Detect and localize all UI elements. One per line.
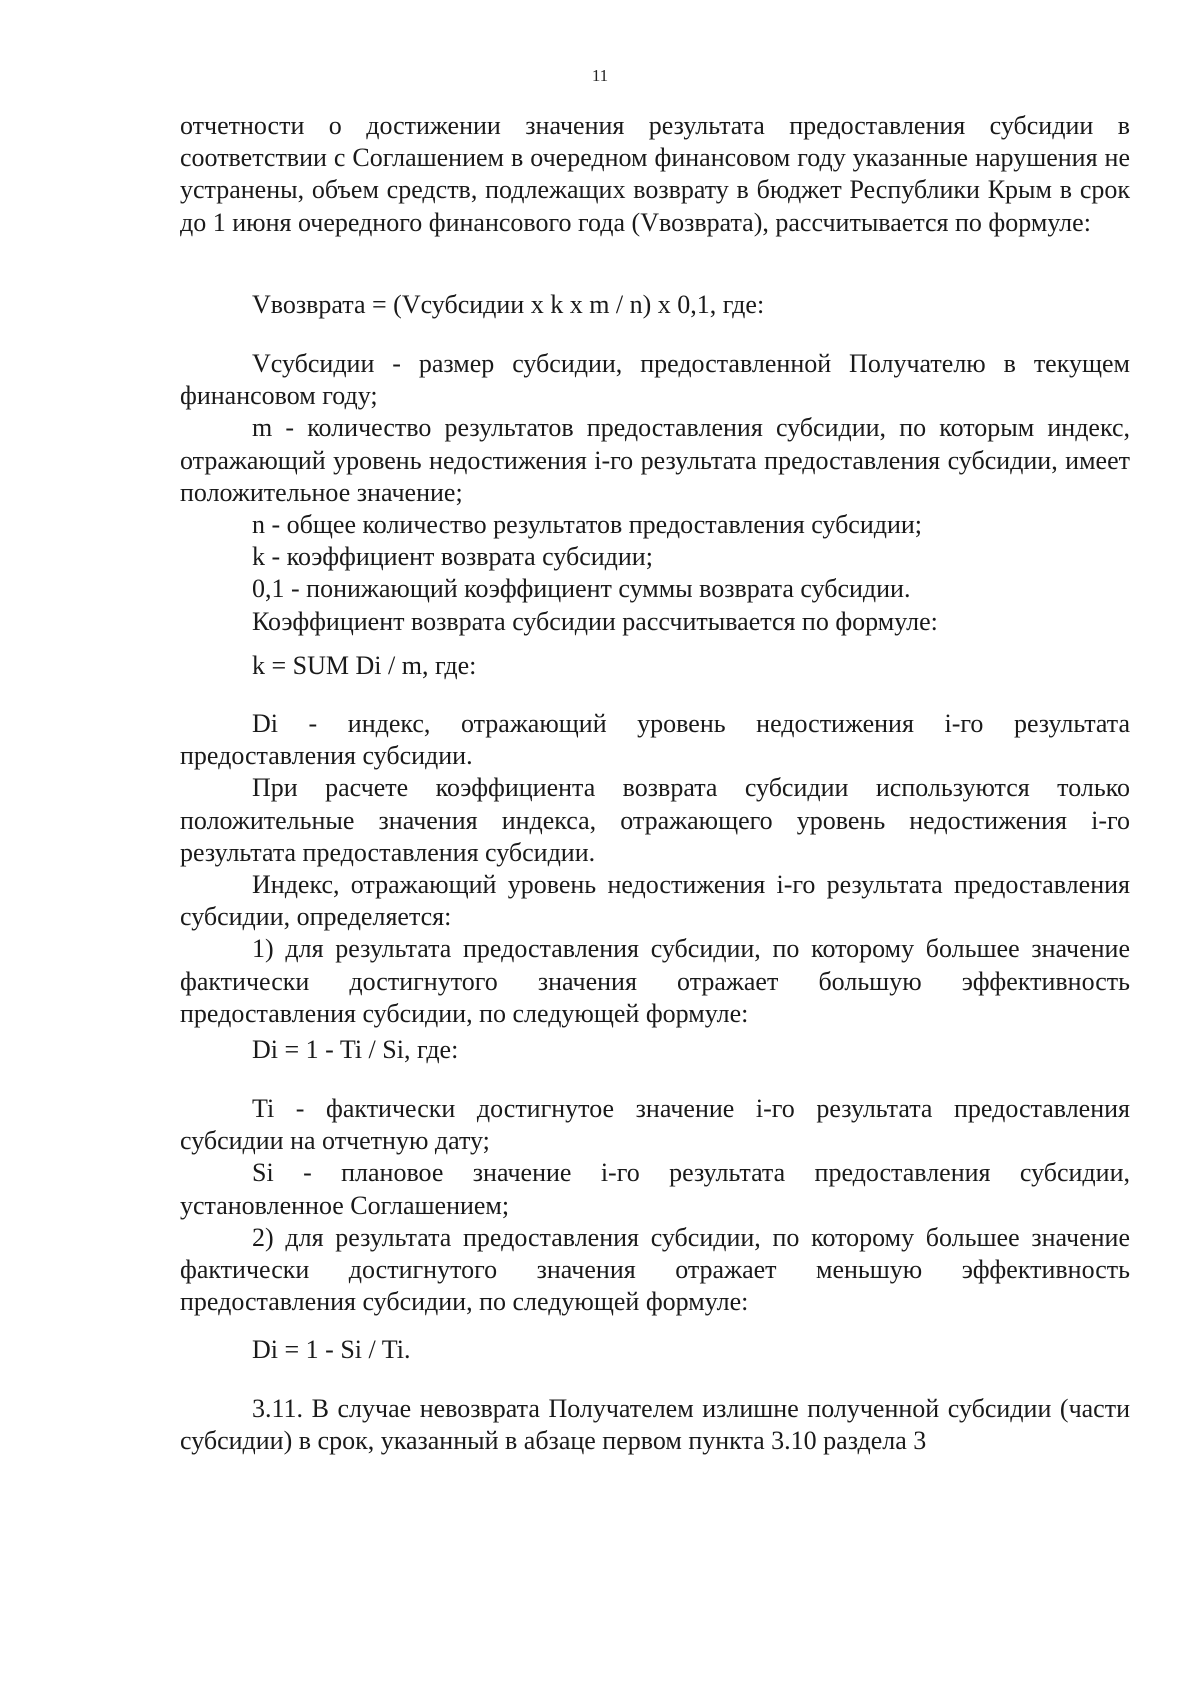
formula-di-1: Di = 1 - Ti / Si, где: [252,1035,459,1064]
case-2: 2) для результата предоставления субсидии, по которому большее значение фактически достигнутого значения отражает меньшую эффективность предоставления субсидии, по следующей формуле: [180,1222,1130,1317]
index-intro: Индекс, отражающий уровень недостижения i-го результата предоставления субсидии, определяется: [180,870,1130,932]
section-3-11-text: 3.11. В случае невозврата Получателем излишне полученной субсидии (части субсидии) в срок, указанный в абзаце первом пункта 3.10 раздела 3 [180,1394,1130,1456]
definitions-block-3 [180,1093,1130,1318]
paragraph-3-11 [180,1393,1130,1457]
formula-v-return: Vвозврата = (Vсубсидии x k x m / n) x 0,1, где: [252,290,765,319]
definitions-block-1 [180,348,1130,638]
definition-di: Di - индекс, отражающий уровень недостижения i-го результата предоставления субсидии. [180,709,1130,771]
definition-v-subsidy: Vсубсидии - размер субсидии, предоставленной Получателю в текущем финансовом году; [180,349,1130,411]
paragraph-intro [180,110,1130,239]
definition-n: n - общее количество результатов предоставления субсидии; [252,510,923,540]
case-1: 1) для результата предоставления субсидии, по которому большее значение фактически достигнутого значения отражает большую эффективность предоставления субсидии, по следующей формуле: [180,934,1130,1028]
page-number: 11 [591,66,609,85]
definition-ti: Ti - фактически достигнутое значение i-го результата предоставления субсидии на отчетную дату; [180,1094,1130,1156]
paragraph-text: отчетности о достижении значения результата предоставления субсидии в соответствии с Соглашением в очередном финансовом году указанные нарушения не устранены, объем средств, подлежащих возврату в бюджет Республики Крым в срок до 1 июня очередного финансового года (Vвозврата), рассчитывается по формуле: [180,111,1130,237]
definitions-block-2 [180,708,1130,1030]
formula-k: k = SUM Di / m, где: [252,651,477,680]
definition-k: k - коэффициент возврата субсидии; [252,542,653,572]
formula-di-2: Di = 1 - Si / Ti. [252,1335,411,1364]
definition-0-1: 0,1 - понижающий коэффициент суммы возврата субсидии. [252,574,911,604]
k-formula-intro: Коэффициент возврата субсидии рассчитывается по формуле: [252,606,938,636]
calculation-note: При расчете коэффициента возврата субсидии используются только положительные значения индекса, отражающего уровень недостижения i-го результата предоставления субсидии. [180,773,1130,867]
definition-m: m - количество результатов предоставления субсидии, по которым индекс, отражающий уровень недостижения i-го результата предоставления субсидии, имеет положительное значение; [180,413,1130,507]
definition-si: Si - плановое значение i-го результата предоставления субсидии, установленное Соглашением; [180,1158,1130,1220]
